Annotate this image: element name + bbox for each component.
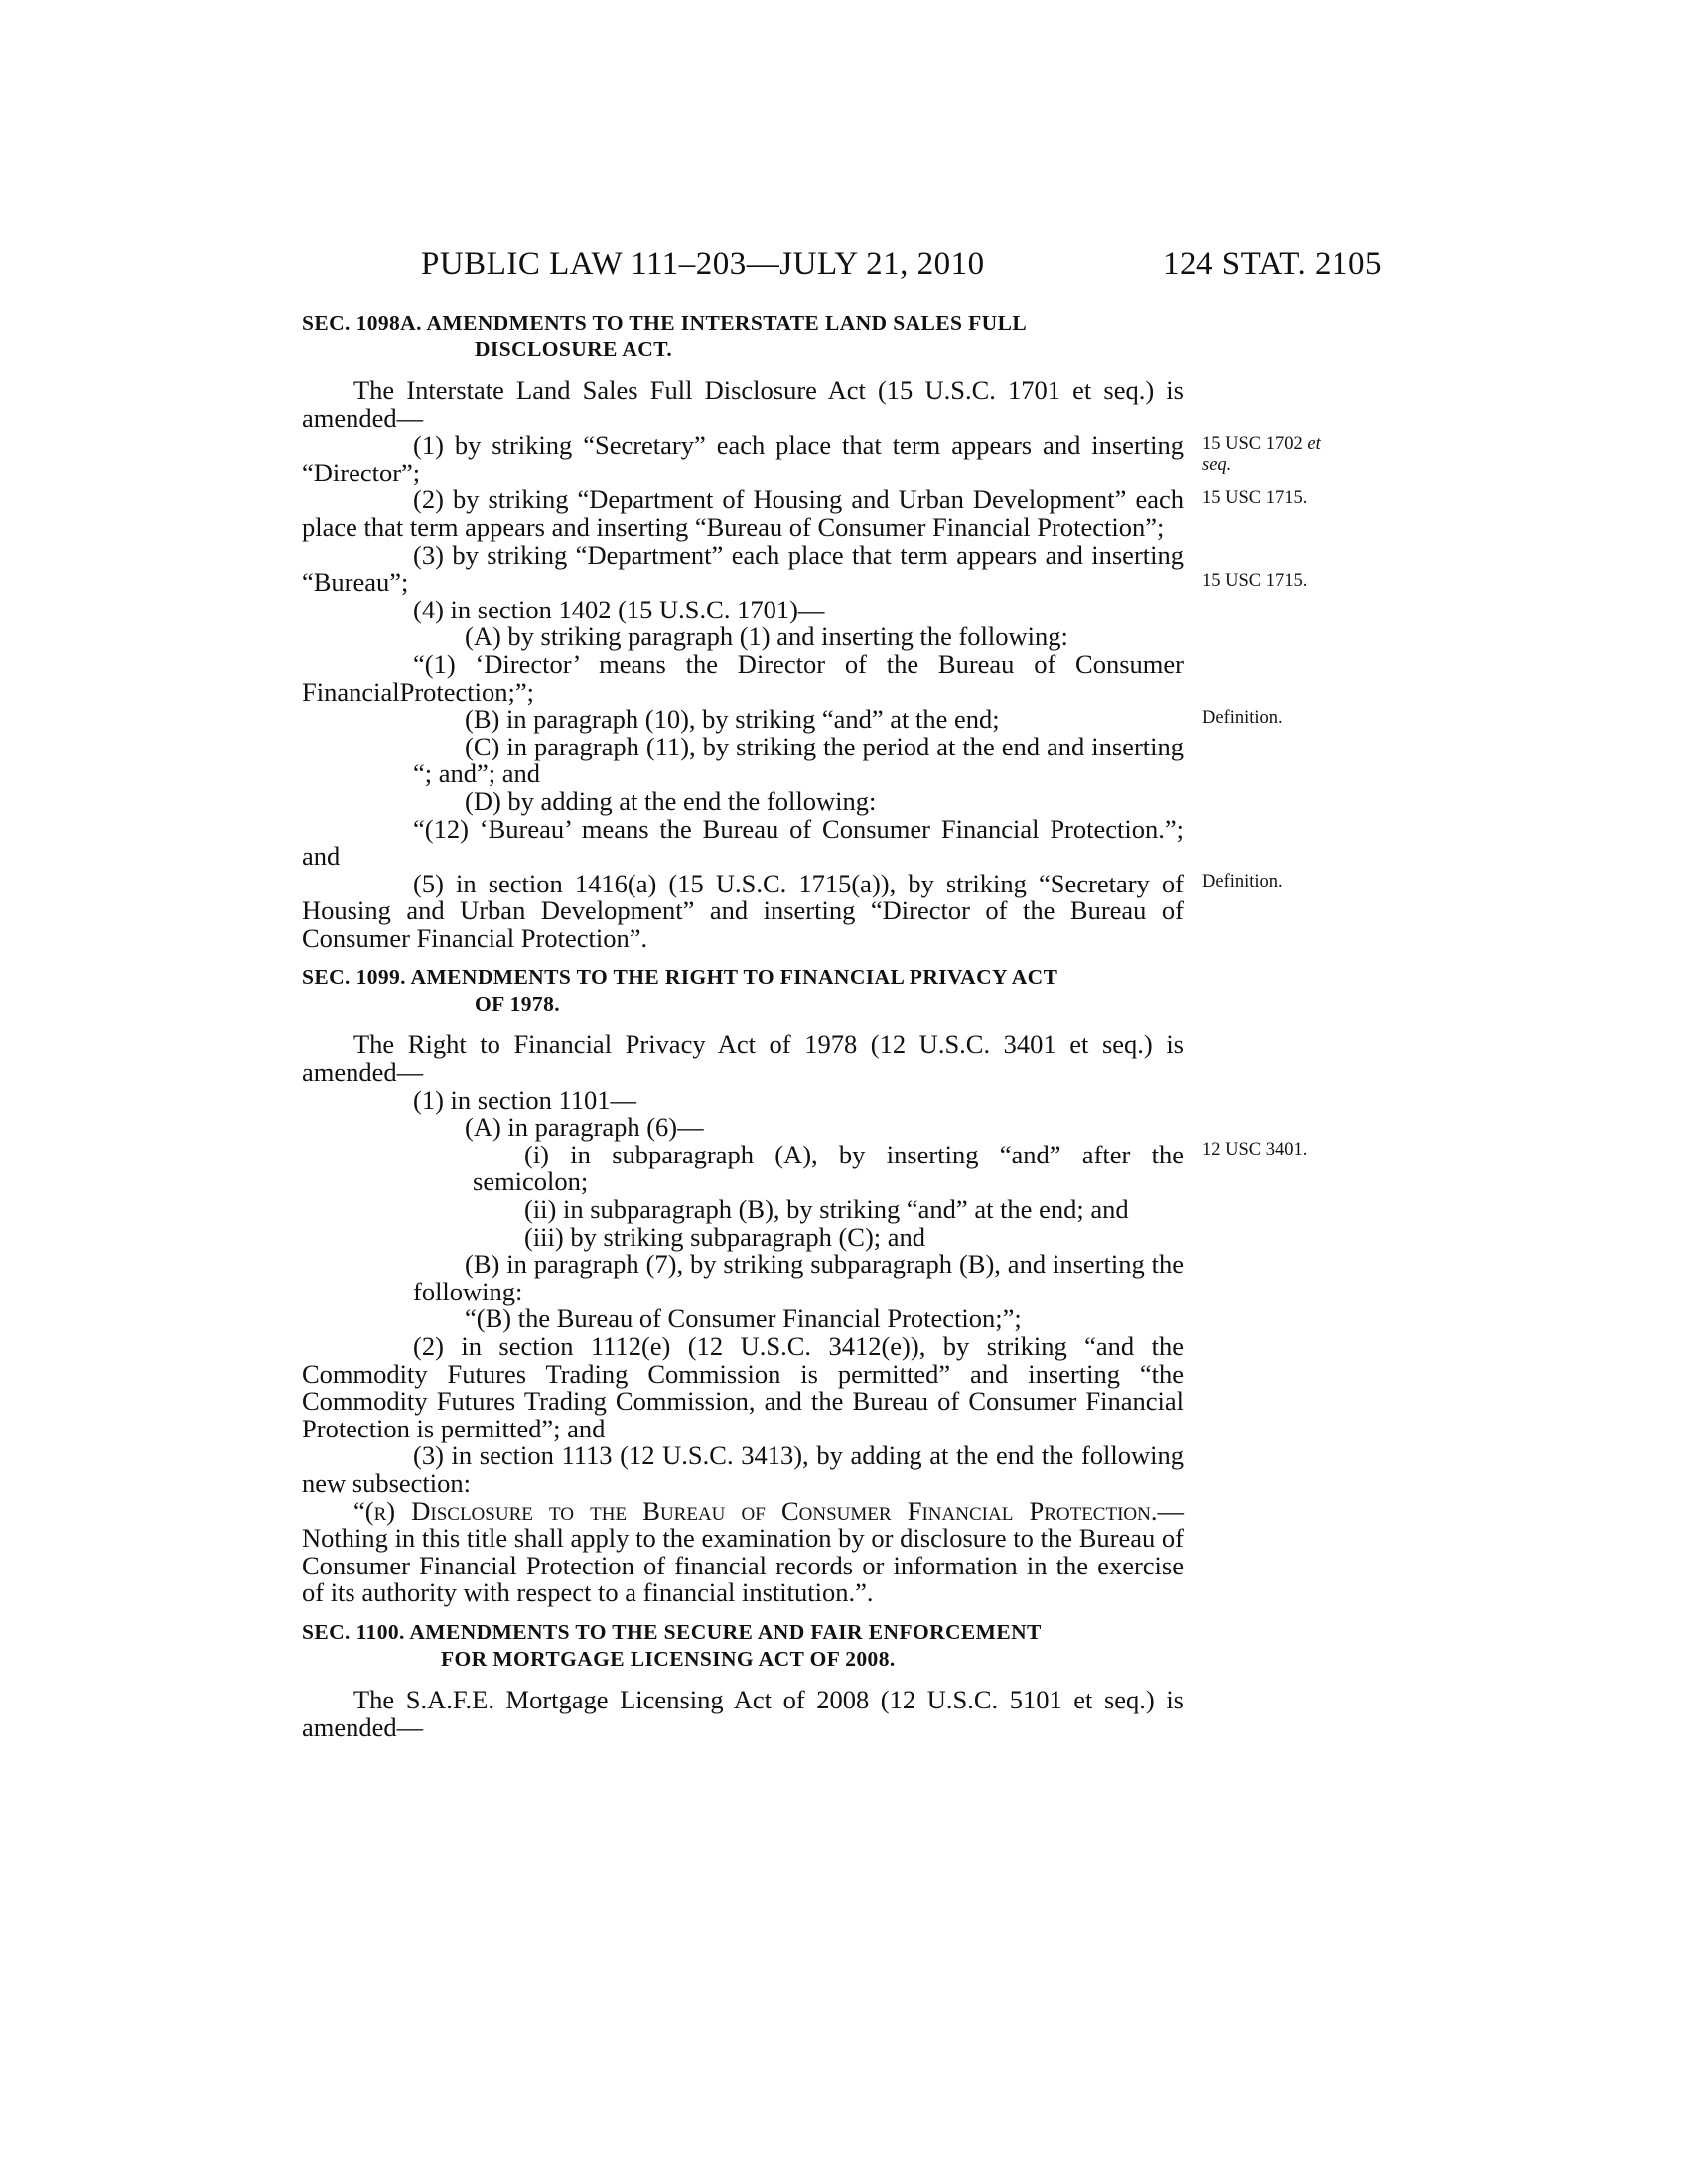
section-intro: The Interstate Land Sales Full Disclosure Act (15 U.S.C. 1701 et seq.) is amended— <box>302 375 1184 433</box>
list-item: (2) in section 1112(e) (12 U.S.C. 3412(e)), by striking “and the Commodity Futures Trading Commission is permitted” and inserting “the Commodity Futures Trading Commission, and the Bureau of Consumer Financial Protection is permitted”; and <box>302 1331 1184 1443</box>
quoted-definition: “(12) ‘Bureau’ means the Bureau of Consumer Financial Protection.”; and <box>302 813 1184 872</box>
margin-note-italic: et <box>1307 434 1321 454</box>
list-item: (4) in section 1402 (15 U.S.C. 1701)— <box>413 594 825 624</box>
section-heading-line: OF 1978. <box>475 992 561 1017</box>
margin-note: Definition. <box>1202 708 1283 728</box>
section-heading-line: SEC. 1099. AMENDMENTS TO THE RIGHT TO FINANCIAL PRIVACY ACT <box>302 965 1058 990</box>
main-text-column <box>302 310 1184 1741</box>
margin-note: 15 USC 1715. <box>1202 571 1308 591</box>
list-item: (5) in section 1416(a) (15 U.S.C. 1715(a)), by striking “Secretary of Housing and Urban Development” and inserting “Director of the Bureau of Consumer Financial Protection”. <box>302 868 1184 953</box>
margin-note: Definition. <box>1202 872 1283 891</box>
section-heading-1100 <box>302 1619 1184 1673</box>
margin-note-text: 15 USC 1702 <box>1202 434 1303 454</box>
margin-note: 12 USC 3401. <box>1202 1140 1308 1160</box>
section-heading-line: FOR MORTGAGE LICENSING ACT OF 2008. <box>441 1646 896 1671</box>
section-heading-line: DISCLOSURE ACT. <box>475 338 673 361</box>
list-item: (2) by striking “Department of Housing and Urban Development” each place that term appears and inserting “Bureau of Consumer Financial Protection”; <box>302 484 1184 542</box>
section-heading-1099 <box>302 964 1184 1018</box>
margin-note-italic: seq. <box>1202 455 1232 475</box>
running-header-title: PUBLIC LAW 111–203—JULY 21, 2010 <box>421 246 985 282</box>
subsection-heading: “(r) Disclosure to the Bureau of Consumer Financial Protection. <box>353 1495 1158 1526</box>
section-intro: The Right to Financial Privacy Act of 1978 (12 U.S.C. 3401 et seq.) is amended— <box>302 1029 1184 1088</box>
margin-note <box>1202 434 1321 476</box>
section-intro: The S.A.F.E. Mortgage Licensing Act of 2008 (12 U.S.C. 5101 et seq.) is amended— <box>302 1684 1184 1742</box>
list-item: (D) by adding at the end the following: <box>465 785 877 816</box>
list-item: (i) in subparagraph (A), by inserting “and” after the semicolon; <box>473 1139 1184 1197</box>
list-item: (1) by striking “Secretary” each place that term appears and inserting “Director”; <box>302 430 1184 487</box>
list-item: (1) in section 1101— <box>413 1084 636 1115</box>
list-item: (A) in paragraph (6)— <box>465 1112 704 1143</box>
quoted-text: “(B) the Bureau of Consumer Financial Protection;”; <box>465 1303 1022 1334</box>
list-item: (C) in paragraph (11), by striking the period at the end and inserting “; and”; and <box>413 731 1184 789</box>
subsection-text: —Nothing in this title shall apply to the examination by or disclosure to the Bureau of Consumer Financial Protection of financial records or information in the exercise of its authority with respect to a financial institution.”. <box>302 1495 1184 1608</box>
list-item: (B) in paragraph (10), by striking “and” at the end; <box>465 704 1000 735</box>
list-item: (iii) by striking subparagraph (C); and <box>524 1221 926 1252</box>
quoted-definition: “(1) ‘Director’ means the Director of the Bureau of Consumer FinancialProtection;”; <box>302 648 1184 707</box>
list-item: (3) by striking “Department” each place that term appears and inserting “Bureau”; <box>302 539 1184 598</box>
list-item: (3) in section 1113 (12 U.S.C. 3413), by adding at the end the following new subsection: <box>302 1440 1184 1498</box>
list-item: (ii) in subparagraph (B), by striking “and” at the end; and <box>524 1194 1129 1225</box>
section-heading-1098a <box>302 310 1184 363</box>
list-item: (A) by striking paragraph (1) and inserting the following: <box>465 621 1068 652</box>
margin-note: 15 USC 1715. <box>1202 488 1308 508</box>
section-heading-line: SEC. 1100. AMENDMENTS TO THE SECURE AND FAIR ENFORCEMENT <box>302 1619 1042 1644</box>
section-heading-line: SEC. 1098A. AMENDMENTS TO THE INTERSTATE LAND SALES FULL <box>302 311 1028 335</box>
new-subsection-r <box>302 1495 1184 1608</box>
running-header-page-number: 124 STAT. 2105 <box>1163 246 1383 282</box>
list-item: (B) in paragraph (7), by striking subparagraph (B), and inserting the following: <box>413 1249 1184 1306</box>
